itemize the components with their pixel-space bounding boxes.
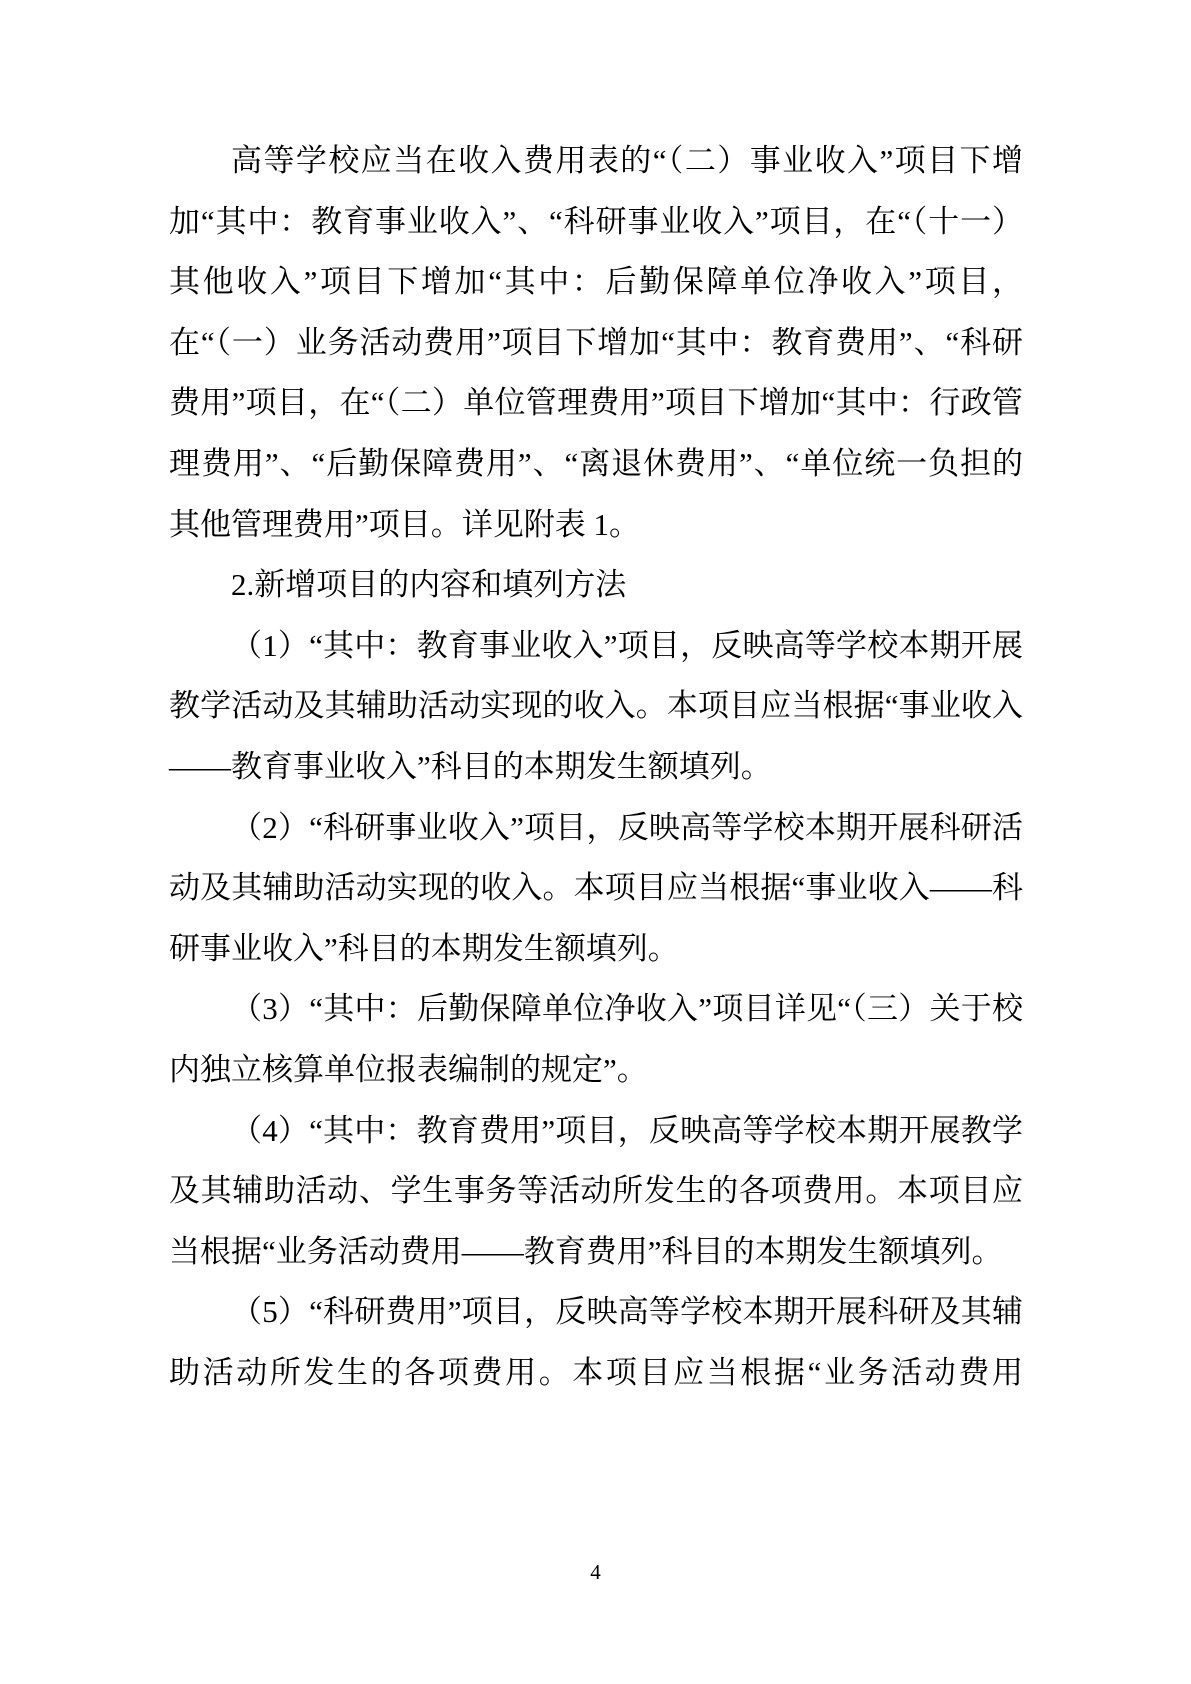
page-number: 4: [590, 1560, 601, 1584]
paragraph-additions-to-income-expense-table: 高等学校应当在收入费用表的“（二）事业收入”项目下增加“其中：教育事业收入”、“科研事业收入”项目，在“（十一）其他收入”项目下增加“其中：后勤保障单位净收入”项目，在“（一）业务活动费用”项目下增加“其中：教育费用”、“科研费用”项目，在“（二）单位管理费用”项目下增加“其中：行政管理费用”、“后勤保障费用”、“离退休费用”、“单位统一负担的其他管理费用”项目。详见附表 1。: [169, 143, 1023, 542]
paragraph-item-2-research-undertaking-income: （2）“科研事业收入”项目，反映高等学校本期开展科研活动及其辅助活动实现的收入。本项目应当根据“事业收入——科研事业收入”科目的本期发生额填列。: [169, 809, 1023, 966]
paragraph-item-4-education-expense: （4）“其中：教育费用”项目，反映高等学校本期开展教学及其辅助活动、学生事务等活动所发生的各项费用。本项目应当根据“业务活动费用——教育费用”科目的本期发生额填列。: [169, 1112, 1023, 1269]
document-body: [169, 131, 1023, 1403]
paragraph-item-5-research-expense: （5）“科研费用”项目，反映高等学校本期开展科研及其辅助活动所发生的各项费用。本项目应当根据“业务活动费用: [169, 1294, 1023, 1390]
page-footer: [0, 1562, 1191, 1584]
paragraph-item-3-logistics-net-income: （3）“其中：后勤保障单位净收入”项目详见“（三）关于校内独立核算单位报表编制的规定”。: [169, 991, 1023, 1087]
paragraph-section-heading-new-items: 2.新增项目的内容和填列方法: [231, 567, 627, 603]
paragraph-item-1-education-undertaking-income: （1）“其中：教育事业收入”项目，反映高等学校本期开展教学活动及其辅助活动实现的收入。本项目应当根据“事业收入——教育事业收入”科目的本期发生额填列。: [169, 627, 1023, 784]
